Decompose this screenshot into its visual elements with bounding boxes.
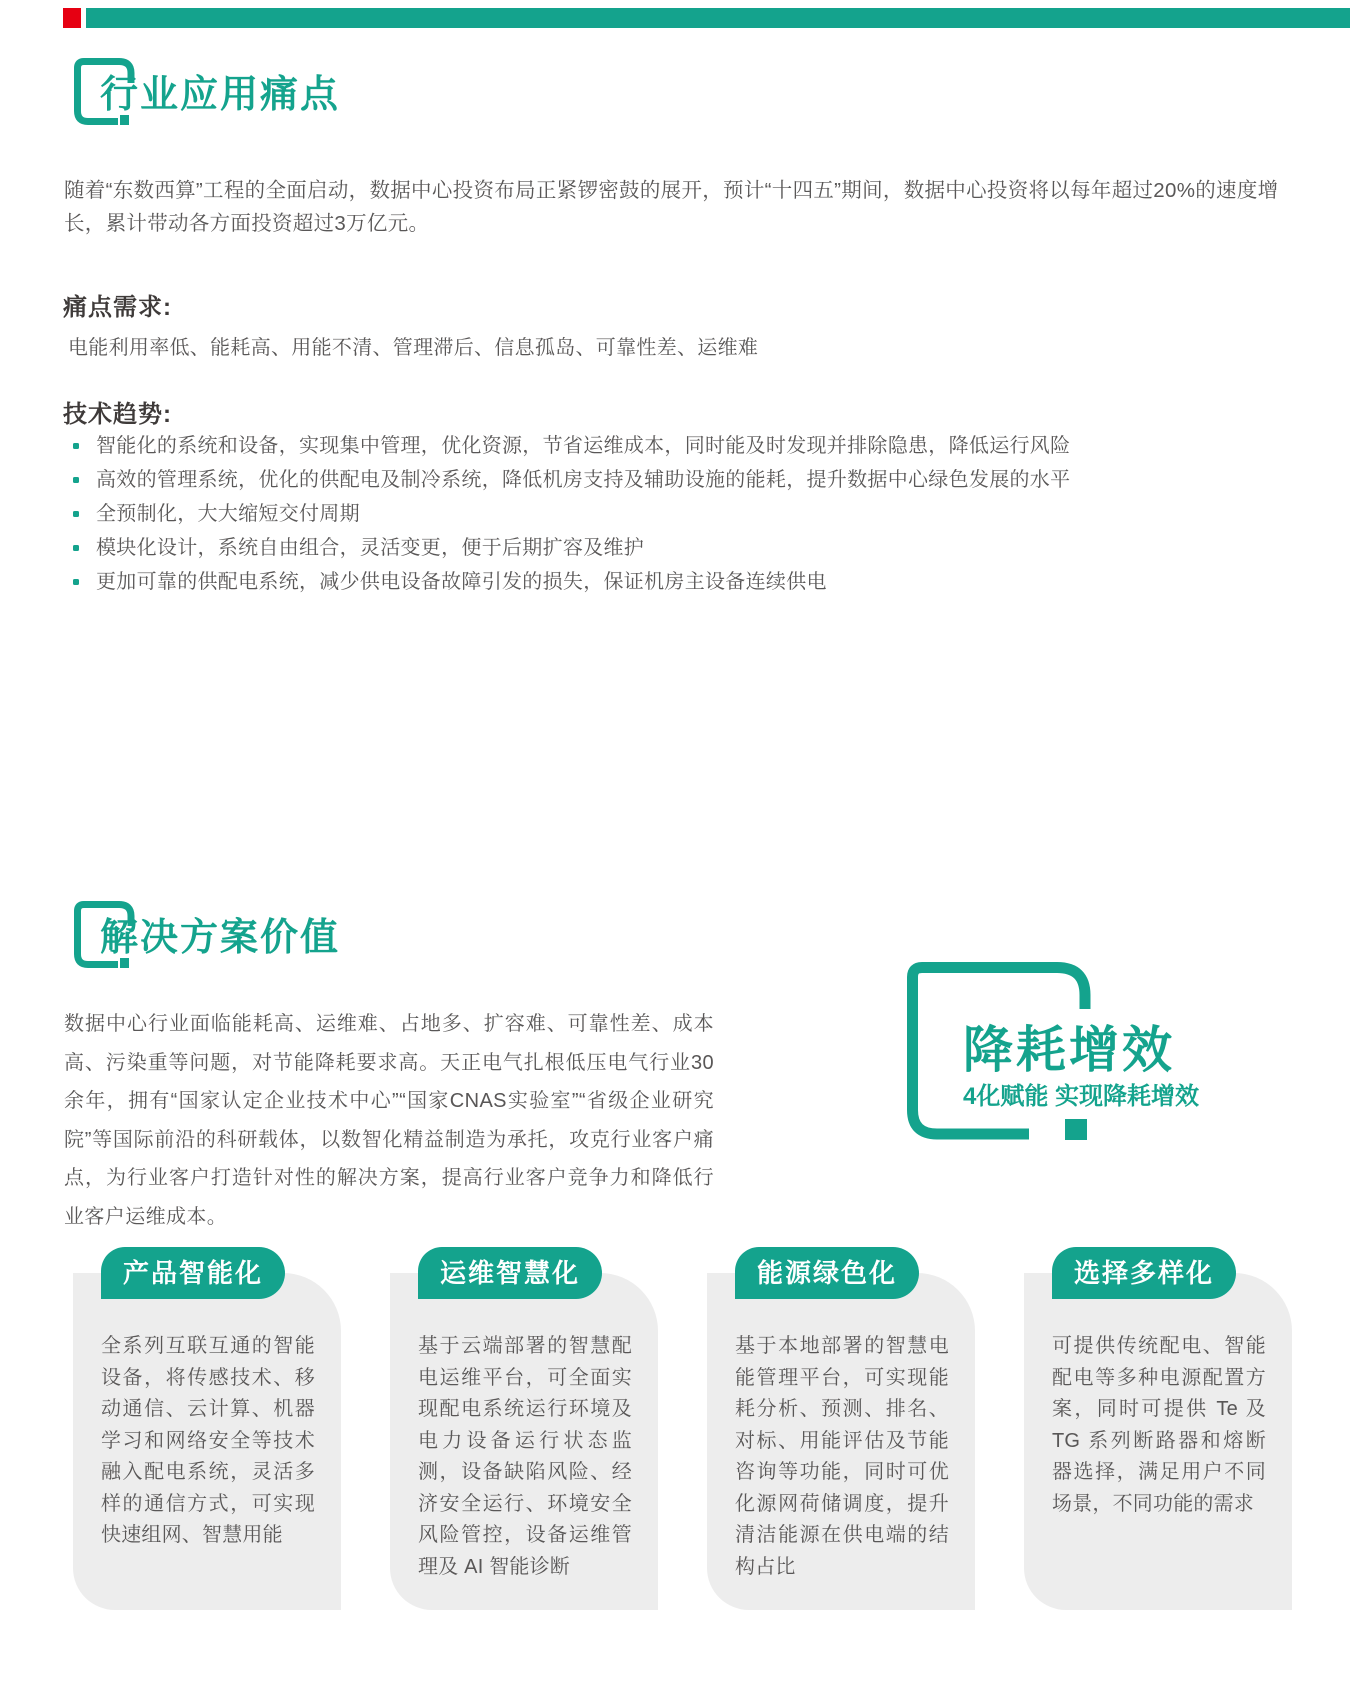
tech-trend-heading: 技术趋势: [63,401,172,428]
trend-item [63,565,1163,599]
trend-item [63,463,1163,497]
tech-trend-list [63,429,1163,599]
teal-accent-bar [86,8,1350,28]
section1-intro-paragraph: 随着“东数西算”工程的全面启动，数据中心投资布局正紧锣密鼓的展开，预计“十四五”期间，数据中心投资将以每年超过20%的速度增长，累计带动各方面投资超过3万亿元。 [64,179,1279,235]
trend-item-text: 模块化设计，系统自由组合，灵活变更，便于后期扩容及维护 [96,537,645,559]
trend-item [63,497,1163,531]
trend-item [63,531,1163,565]
bullet-dot-icon [73,511,79,517]
trend-item-text: 高效的管理系统，优化的供配电及制冷系统，降低机房支持及辅助设施的能耗，提升数据中心绿色发展的水平 [96,469,1071,491]
section1-title: 行业应用痛点 [100,74,341,116]
card-body-text: 基于本地部署的智慧电能管理平台，可实现能耗分析、预测、排名、对标、用能评估及节能咨询等功能，同时可优化源网荷储调度，提升清洁能源在供电端的结构占比 [735,1335,949,1578]
card-badge: 产品智能化 [101,1247,285,1299]
benefit-callout [907,962,1227,1162]
value-card-green-energy [707,1247,975,1610]
card-body-text: 基于云端部署的智慧配电运维平台，可全面实现配电系统运行环境及电力设备运行状态监测，设备缺陷风险、经济安全运行、环境安全风险管控，设备运维管理及 AI 智能诊断 [418,1335,632,1578]
trend-item-text: 全预制化，大大缩短交付周期 [96,503,360,525]
pain-demand-heading: 痛点需求: [63,294,172,321]
value-card-product-intelligence [73,1247,341,1610]
section2-title: 解决方案价值 [100,917,341,959]
callout-title: 降耗增效 [963,1022,1175,1078]
trend-item [63,429,1163,463]
bullet-dot-icon [73,579,79,585]
bullet-dot-icon [73,545,79,551]
card-body-text: 可提供传统配电、智能配电等多种电源配置方案，同时可提供 Te 及 TG 系列断路器和熔断器选择，满足用户不同场景，不同功能的需求 [1052,1335,1266,1515]
trend-item-text: 智能化的系统和设备，实现集中管理，优化资源，节省运维成本，同时能及时发现并排除隐患，降低运行风险 [96,435,1071,457]
card-badge: 选择多样化 [1052,1247,1236,1299]
top-decorative-bar [63,8,1350,28]
section2-paragraph: 数据中心行业面临能耗高、运维难、占地多、扩容难、可靠性差、成本高、污染重等问题，对节能降耗要求高。天正电气扎根低压电气行业30余年，拥有“国家认定企业技术中心”“国家CNAS实验室”“省级企业研究院”等国际前沿的科研载体，以数智化精益制造为承托，攻克行业客户痛点，为行业客户打造针对性的解决方案，提高行业客户竞争力和降低行业客户运维成本。 [64,1013,714,1228]
callout-subtitle: 4化赋能 实现降耗增效 [963,1083,1200,1110]
value-cards-row [73,1247,1292,1610]
card-body-text: 全系列互联互通的智能设备，将传感技术、移动通信、云计算、机器学习和网络安全等技术融入配电系统，灵活多样的通信方式，可实现快速组网、智慧用能 [101,1335,315,1546]
red-accent-square [63,8,81,28]
bullet-dot-icon [73,443,79,449]
pain-demand-list: 电能利用率低、能耗高、用能不清、管理滞后、信息孤岛、可靠性差、运维难 [68,337,759,359]
card-badge: 能源绿色化 [735,1247,919,1299]
card-badge: 运维智慧化 [418,1247,602,1299]
value-card-diverse-choice [1024,1247,1292,1610]
value-card-smart-operation [390,1247,658,1610]
bullet-dot-icon [73,477,79,483]
trend-item-text: 更加可靠的供配电系统，减少供电设备故障引发的损失，保证机房主设备连续供电 [96,571,827,593]
